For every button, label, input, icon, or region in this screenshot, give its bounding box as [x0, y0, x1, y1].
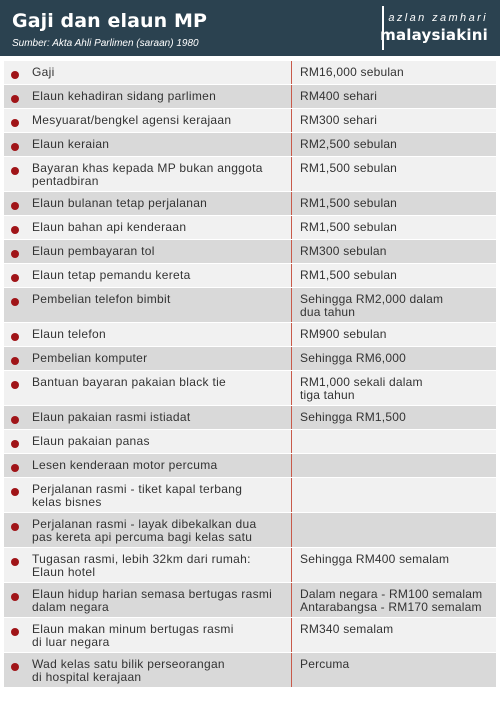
- row-value: [292, 85, 496, 108]
- row-value: [292, 240, 496, 263]
- bullet-icon: [11, 357, 19, 365]
- description-line: Elaun bulanan tetap perjalanan: [32, 196, 208, 210]
- description-line: di hospital kerajaan: [32, 670, 142, 684]
- bullet-icon: [11, 333, 19, 341]
- table-row: [4, 133, 496, 157]
- page-title: Gaji dan elaun MP: [12, 10, 208, 32]
- table-row: [4, 653, 496, 688]
- description-line: pentadbiran: [32, 174, 99, 188]
- description-line: Gaji: [32, 65, 55, 79]
- table-row: [4, 192, 496, 216]
- row-description: [4, 192, 291, 215]
- table-row: [4, 478, 496, 513]
- description-line: Bantuan bayaran pakaian black tie: [32, 375, 227, 389]
- row-value: [292, 583, 496, 617]
- bullet-icon: [11, 381, 19, 389]
- value-line: Sehingga RM400 semalam: [300, 552, 450, 566]
- table-row: [4, 371, 496, 406]
- row-value: [292, 430, 496, 453]
- row-description: [4, 371, 291, 405]
- bullet-icon: [11, 71, 19, 79]
- row-value: [292, 371, 496, 405]
- table-row: [4, 240, 496, 264]
- value-line: RM300 sehari: [300, 113, 378, 127]
- bullet-icon: [11, 416, 19, 424]
- bullet-icon: [11, 593, 19, 601]
- brand-logo: malaysiakini: [380, 26, 488, 44]
- row-description: [4, 264, 291, 287]
- value-line: RM900 sebulan: [300, 327, 387, 341]
- row-description: [4, 133, 291, 156]
- row-description: [4, 323, 291, 346]
- row-value: [292, 157, 496, 191]
- table-row: [4, 513, 496, 548]
- description-line: Elaun pakaian rasmi istiadat: [32, 410, 191, 424]
- table-row: [4, 548, 496, 583]
- bullet-icon: [11, 488, 19, 496]
- bullet-icon: [11, 440, 19, 448]
- row-value: [292, 454, 496, 477]
- header-banner: [0, 0, 500, 56]
- value-line: Percuma: [300, 657, 350, 671]
- bullet-icon: [11, 274, 19, 282]
- bullet-icon: [11, 143, 19, 151]
- description-line: Mesyuarat/bengkel agensi kerajaan: [32, 113, 232, 127]
- description-line: Lesen kenderaan motor percuma: [32, 458, 218, 472]
- bullet-icon: [11, 167, 19, 175]
- row-description: [4, 454, 291, 477]
- description-line: kelas bisnes: [32, 495, 102, 509]
- row-description: [4, 288, 291, 322]
- table-row: [4, 454, 496, 478]
- row-value: [292, 618, 496, 652]
- table-row: [4, 61, 496, 85]
- value-line: Sehingga RM2,000 dalam: [300, 292, 444, 306]
- row-description: [4, 109, 291, 132]
- row-value: [292, 548, 496, 582]
- description-line: Elaun hidup harian semasa bertugas rasmi: [32, 587, 273, 601]
- description-line: Wad kelas satu bilik perseorangan: [32, 657, 225, 671]
- description-line: Elaun hotel: [32, 565, 96, 579]
- table-row: [4, 216, 496, 240]
- row-description: [4, 653, 291, 687]
- row-value: [292, 133, 496, 156]
- value-line: Dalam negara - RM100 semalam: [300, 587, 483, 601]
- table-row: [4, 430, 496, 454]
- allowance-table: [4, 61, 496, 688]
- description-line: Elaun bahan api kenderaan: [32, 220, 187, 234]
- description-line: Elaun pembayaran tol: [32, 244, 155, 258]
- value-line: RM1,500 sebulan: [300, 268, 398, 282]
- source-note: Sumber: Akta Ahli Parlimen (saraan) 1980: [12, 38, 199, 49]
- bullet-icon: [11, 628, 19, 636]
- table-row: [4, 618, 496, 653]
- description-line: Bayaran khas kepada MP bukan anggota: [32, 161, 263, 175]
- description-line: di luar negara: [32, 635, 110, 649]
- bullet-icon: [11, 523, 19, 531]
- table-row: [4, 157, 496, 192]
- row-description: [4, 240, 291, 263]
- table-row: [4, 288, 496, 323]
- table-row: [4, 264, 496, 288]
- row-value: [292, 192, 496, 215]
- row-value: [292, 61, 496, 84]
- row-description: [4, 85, 291, 108]
- row-value: [292, 347, 496, 370]
- value-line: Sehingga RM6,000: [300, 351, 406, 365]
- description-line: Elaun pakaian panas: [32, 434, 150, 448]
- description-line: Tugasan rasmi, lebih 32km dari rumah:: [32, 552, 251, 566]
- row-description: [4, 61, 291, 84]
- row-description: [4, 478, 291, 512]
- bullet-icon: [11, 250, 19, 258]
- row-description: [4, 157, 291, 191]
- table-row: [4, 406, 496, 430]
- row-value: [292, 478, 496, 512]
- row-description: [4, 513, 291, 547]
- row-description: [4, 430, 291, 453]
- value-line: RM400 sehari: [300, 89, 378, 103]
- row-value: [292, 109, 496, 132]
- value-line: RM340 semalam: [300, 622, 394, 636]
- row-value: [292, 216, 496, 239]
- row-value: [292, 264, 496, 287]
- value-line: RM1,000 sekali dalam: [300, 375, 423, 389]
- value-line: Sehingga RM1,500: [300, 410, 406, 424]
- table-row: [4, 583, 496, 618]
- row-description: [4, 216, 291, 239]
- row-value: [292, 653, 496, 687]
- description-line: Elaun telefon: [32, 327, 106, 341]
- value-line: RM2,500 sebulan: [300, 137, 398, 151]
- value-line: dua tahun: [300, 305, 356, 319]
- description-line: Perjalanan rasmi - tiket kapal terbang: [32, 482, 243, 496]
- row-description: [4, 548, 291, 582]
- row-description: [4, 583, 291, 617]
- row-description: [4, 347, 291, 370]
- value-line: RM1,500 sebulan: [300, 196, 398, 210]
- description-line: Elaun keraian: [32, 137, 110, 151]
- value-line: tiga tahun: [300, 388, 355, 402]
- table-row: [4, 347, 496, 371]
- row-value: [292, 288, 496, 322]
- value-line: Antarabangsa - RM170 semalam: [300, 600, 482, 614]
- row-description: [4, 618, 291, 652]
- description-line: dalam negara: [32, 600, 109, 614]
- value-line: RM1,500 sebulan: [300, 220, 398, 234]
- author-credit: azlan zamhari: [388, 12, 488, 24]
- bullet-icon: [11, 663, 19, 671]
- description-line: Pembelian komputer: [32, 351, 148, 365]
- value-line: RM300 sebulan: [300, 244, 387, 258]
- value-line: RM16,000 sebulan: [300, 65, 404, 79]
- description-line: Elaun kehadiran sidang parlimen: [32, 89, 217, 103]
- bullet-icon: [11, 226, 19, 234]
- bullet-icon: [11, 558, 19, 566]
- row-value: [292, 323, 496, 346]
- table-row: [4, 109, 496, 133]
- bullet-icon: [11, 202, 19, 210]
- table-row: [4, 323, 496, 347]
- description-line: Pembelian telefon bimbit: [32, 292, 171, 306]
- row-value: [292, 406, 496, 429]
- description-line: Elaun tetap pemandu kereta: [32, 268, 191, 282]
- table-row: [4, 85, 496, 109]
- description-line: pas kereta api percuma bagi kelas satu: [32, 530, 253, 544]
- bullet-icon: [11, 119, 19, 127]
- bullet-icon: [11, 95, 19, 103]
- description-line: Elaun makan minum bertugas rasmi: [32, 622, 234, 636]
- bullet-icon: [11, 298, 19, 306]
- value-line: RM1,500 sebulan: [300, 161, 398, 175]
- bullet-icon: [11, 464, 19, 472]
- row-description: [4, 406, 291, 429]
- description-line: Perjalanan rasmi - layak dibekalkan dua: [32, 517, 257, 531]
- row-value: [292, 513, 496, 547]
